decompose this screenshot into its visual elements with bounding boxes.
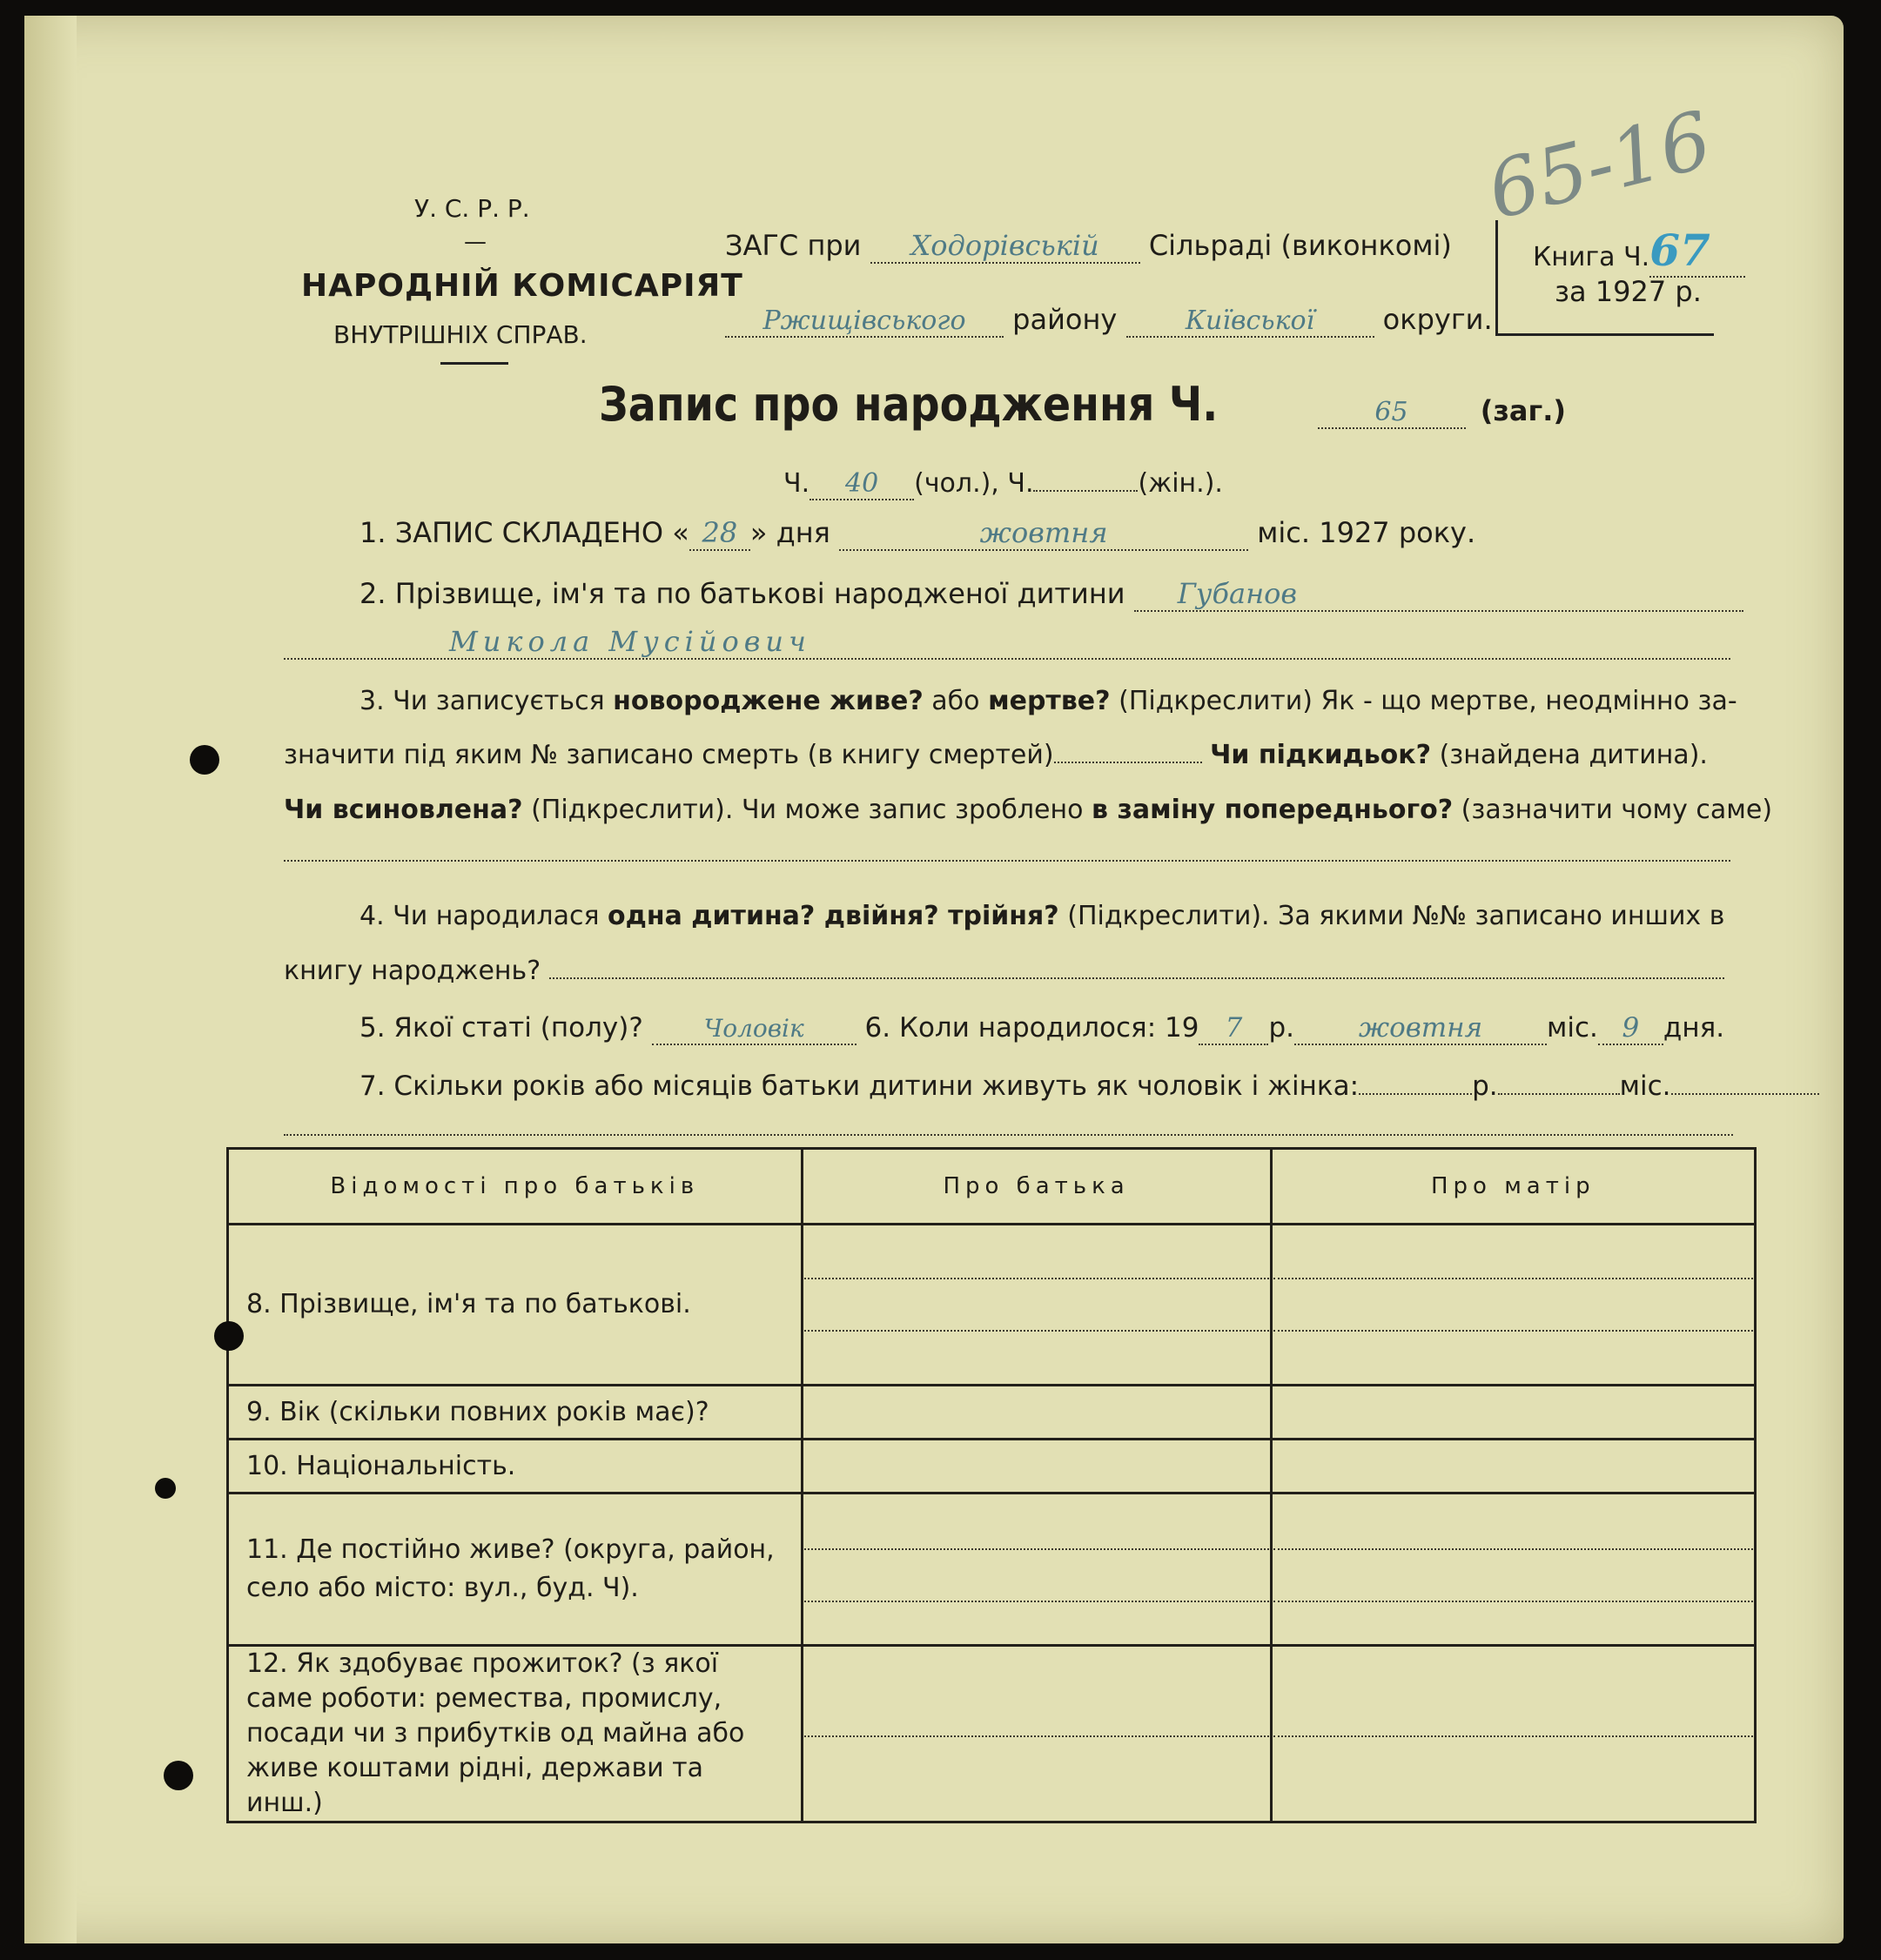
book-line: [1533, 225, 1745, 278]
father-income-cell: [802, 1646, 1271, 1822]
item-3-blank-line: [284, 860, 1730, 862]
table-row: [228, 1440, 1756, 1493]
row-label-11: 11. Де постійно живе? (округа, район, село або місто: вул., буд. Ч).: [228, 1493, 803, 1646]
book-label: Книга Ч.: [1533, 242, 1650, 272]
record-title-line: [599, 377, 1566, 432]
male-label: (чол.), Ч.: [914, 468, 1034, 499]
father-age-cell: [802, 1386, 1271, 1440]
okrug-label: округи.: [1382, 303, 1493, 336]
table-row: [228, 1386, 1756, 1440]
ministry-name: НАРОДНІЙ КОМІСАРІЯТ: [301, 268, 743, 304]
header-info: Відомості про батьків: [228, 1149, 803, 1225]
district-line: [725, 303, 1493, 338]
male-prefix: Ч.: [783, 468, 810, 499]
header-father: Про батька: [802, 1149, 1271, 1225]
item-2-line2: [284, 625, 1730, 660]
corner-handwritten-number: 65-16: [1479, 94, 1721, 238]
table-row: [228, 1225, 1756, 1386]
mother-residence-cell: [1271, 1493, 1755, 1646]
council-label: Сільраді (виконкомі): [1148, 229, 1452, 262]
mother-name-cell: [1271, 1225, 1755, 1386]
punch-hole: [155, 1478, 176, 1499]
table-row: [228, 1493, 1756, 1646]
district-label: району: [1012, 303, 1118, 336]
father-residence-cell: [802, 1493, 1271, 1646]
item-3-line2: значити під яким № записано смерть (в книгу смертей) Чи підкидьок? (знайдена дитина).: [284, 740, 1708, 770]
item-1: 1. ЗАПИС СКЛАДЕНО « 28 » дня жовтня міс. 1927 року.: [359, 516, 1476, 549]
mother-age-cell: [1271, 1386, 1755, 1440]
table-row: [228, 1646, 1756, 1822]
row-label-9: 9. Вік (скільки повних років має)?: [228, 1386, 803, 1440]
republic-label: У. С. Р. Р.: [414, 194, 530, 223]
header-mother: Про матір: [1271, 1149, 1755, 1225]
page-spine: [24, 16, 77, 1943]
child-name-handwritten: Микола Мусійович: [449, 625, 811, 658]
mother-income-cell: [1271, 1646, 1755, 1822]
female-label: (жін.).: [1138, 468, 1223, 499]
birth-day-handwritten: 9: [1622, 1012, 1640, 1044]
village-handwritten: Ходорівській: [910, 229, 1099, 262]
male-number-handwritten: 40: [845, 468, 879, 499]
okrug-handwritten: Київської: [1185, 305, 1315, 336]
punch-hole: [214, 1321, 244, 1351]
item-3-line1: 3. Чи записується новороджене живе? або мертве? (Підкреслити) Як - що мертве, неодмінно за-: [359, 686, 1737, 716]
parents-table: [226, 1147, 1757, 1823]
father-nationality-cell: [802, 1440, 1271, 1493]
document-page: [24, 16, 1844, 1943]
item-3-line3: Чи всиновлена? (Підкреслити). Чи може запис зроблено в заміну попереднього? (зазначити чому саме): [284, 795, 1773, 825]
book-year: за 1927 р.: [1555, 275, 1702, 308]
table-header-row: [228, 1149, 1756, 1225]
zags-line: [725, 229, 1452, 264]
row-label-8: 8. Прізвище, ім'я та по батькові.: [228, 1225, 803, 1386]
record-day-handwritten: 28: [702, 516, 738, 549]
birth-year-handwritten: 7: [1225, 1012, 1243, 1044]
record-number-handwritten: 65: [1374, 397, 1408, 427]
row-label-12: 12. Як здобуває прожиток? (з якої саме роботи: ремества, промислу, посади чи з прибутків од майна або живе коштами рідні, держави та инш.): [228, 1646, 803, 1822]
header-rule: [440, 362, 508, 365]
ministry-sub: ВНУТРІШНІХ СПРАВ.: [333, 320, 588, 349]
mother-nationality-cell: [1271, 1440, 1755, 1493]
father-name-cell: [802, 1225, 1271, 1386]
book-number-handwritten: 67: [1649, 225, 1710, 276]
item-7: 7. Скільки років або місяців батьки дитини живуть як чоловік і жінка: р. міс.: [359, 1071, 1819, 1102]
item-4-line1: 4. Чи народилася одна дитина? двійня? трійня? (Підкреслити). За якими №№ записано инших в: [359, 901, 1725, 931]
zags-prefix: ЗАГС при: [725, 229, 862, 262]
item-7-blank-line: [284, 1134, 1733, 1136]
item-5-6: 5. Якої статі (полу)? Чоловік 6. Коли народилося: 19 7 р. жовтня міс. 9 дня.: [359, 1012, 1725, 1044]
sex-handwritten: Чоловік: [703, 1014, 804, 1043]
birth-month-handwritten: жовтня: [1358, 1012, 1483, 1044]
record-month-handwritten: жовтня: [979, 516, 1108, 549]
district-handwritten: Ржищівського: [762, 305, 966, 336]
punch-hole: [164, 1761, 193, 1790]
record-suffix: (заг.): [1480, 394, 1566, 427]
header-dash: —: [464, 229, 487, 255]
child-surname-handwritten: Губанов: [1177, 577, 1298, 610]
punch-hole: [190, 745, 219, 775]
record-title: Запис про народження Ч.: [599, 377, 1219, 432]
record-subline: [783, 468, 1223, 500]
row-label-10: 10. Національність.: [228, 1440, 803, 1493]
item-4-line2: книгу народжень?: [284, 956, 1724, 986]
item-2: 2. Прізвище, ім'я та по батькові народженої дитини Губанов: [359, 577, 1743, 612]
